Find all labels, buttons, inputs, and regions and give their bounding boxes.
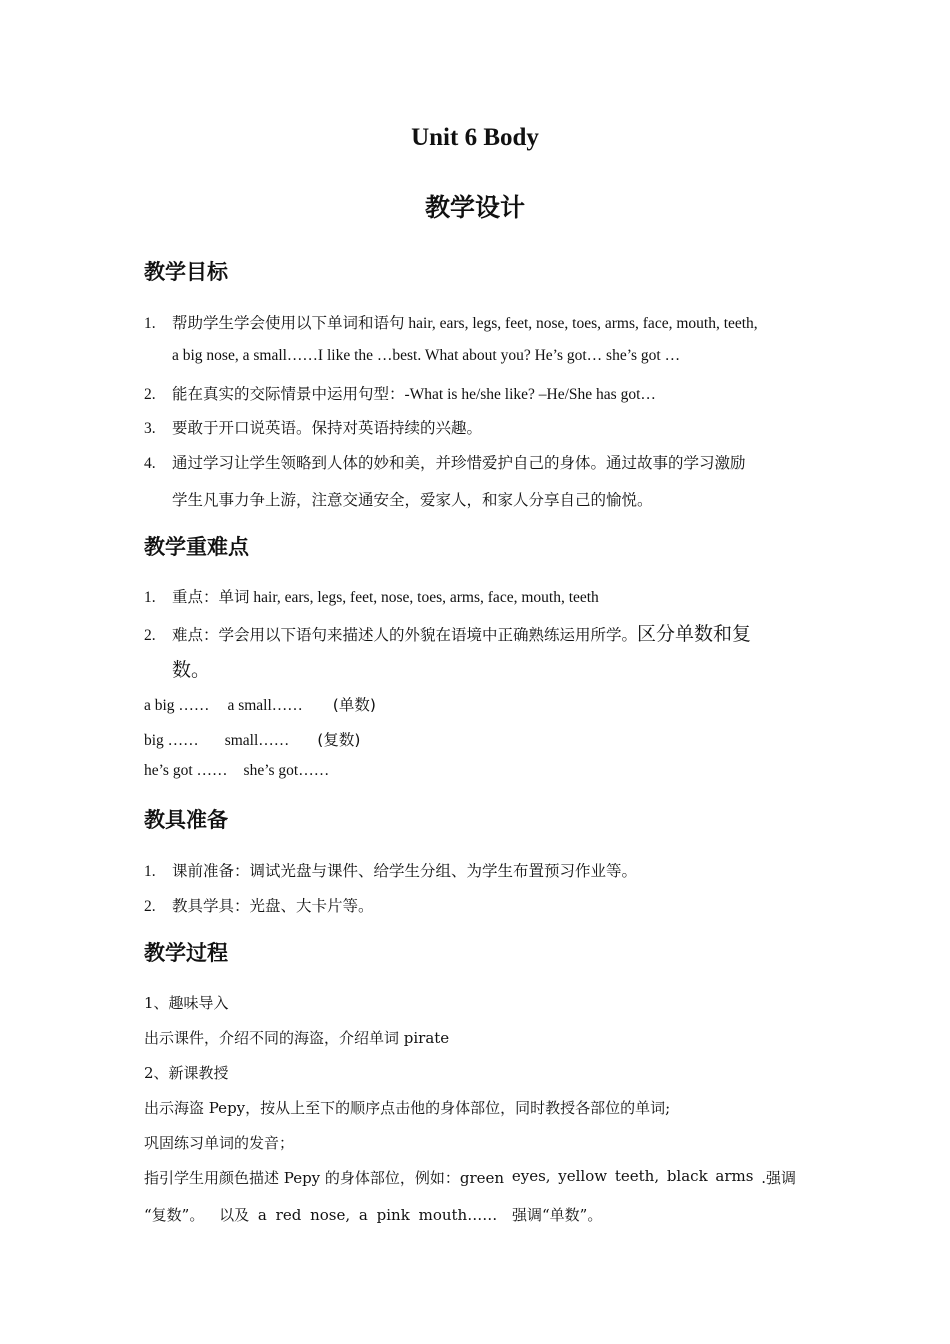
process-step-2-title: 2、新课教授 [144,1064,229,1082]
process-step-2-text-4 [144,1204,814,1225]
example-line-plural [144,728,814,750]
objective-text-cn: 帮助学生学会使用以下单词和语句 [172,314,405,332]
objective-item-1-continuation: a big nose, a small……I like the …best. What about you? He’s got… she’s got … [172,347,681,364]
example-phrase: small…… [224,732,290,749]
word: “复数”。 [144,1206,205,1224]
word: .强调 [761,1169,796,1187]
section-heading-materials: 教具准备 [144,808,228,832]
key-point-item-1 [144,585,814,607]
section-heading-key-points: 教学重难点 [144,535,249,559]
key-point-text-cn-large: 区分单数和复 [637,623,752,645]
example-phrase: he’s got …… [144,762,228,779]
word: black [666,1167,708,1185]
objective-item-4 [144,451,814,473]
objective-item-3 [144,416,814,438]
list-number: 2. [144,627,156,644]
key-point-item-2 [144,619,814,646]
example-label: (复数) [317,731,361,749]
objective-text-cn: 能在真实的交际情景中运用句型： [172,385,405,403]
process-step-2-text-1: 出示海盗 Pepy，按从上至下的顺序点击他的身体部位，同时教授各部位的单词; [144,1099,671,1117]
objective-item-1 [144,311,814,333]
list-number: 2. [144,898,156,915]
objective-text-en: hair, ears, legs, feet, nose, toes, arms, face, mouth, teeth, [404,315,758,332]
materials-text-cn: 课前准备：调试光盘与课件、给学生分组、为学生布置预习作业等。 [172,862,638,880]
materials-item-1 [144,859,814,881]
example-phrase: big …… [144,732,199,749]
example-phrase: she’s got…… [243,762,330,779]
section-heading-objectives: 教学目标 [144,260,228,284]
key-point-text-cn-large: 数。 [172,659,211,681]
key-point-item-2-continuation [172,655,842,682]
example-phrase: a big …… [144,697,210,714]
word: mouth…… [418,1206,498,1224]
example-phrase: a small…… [227,697,303,714]
word: nose, [310,1206,351,1224]
word: pink [376,1206,410,1224]
list-number: 4. [144,455,156,472]
materials-text-cn: 教具学具：光盘、大卡片等。 [172,897,374,915]
word: a [358,1206,368,1224]
word: 强调“单数”。 [511,1206,603,1224]
objective-text-cn: 学生凡事力争上游，注意交通安全，爱家人，和家人分享自己的愉悦。 [172,491,653,509]
section-heading-process: 教学过程 [144,941,228,965]
key-point-text-cn: 难点：学会用以下语句来描述人的外貌在语境中正确熟练运用所学。 [172,626,638,644]
objective-text-en: -What is he/she like? –He/She has got… [404,386,656,403]
process-step-1-text: 出示课件，介绍不同的海盗，介绍单词 pirate [144,1029,450,1047]
word: yellow [558,1167,608,1185]
word: teeth, [614,1167,660,1185]
objective-text-cn: 要敢于开口说英语。保持对英语持续的兴趣。 [172,419,483,437]
word: arms [715,1167,754,1185]
list-number: 1. [144,589,156,606]
word: red [275,1206,302,1224]
objective-item-2 [144,382,814,404]
list-number: 2. [144,386,156,403]
objective-item-4-continuation [172,488,842,510]
key-point-text-en: hair, ears, legs, feet, nose, toes, arms, face, mouth, teeth [249,589,599,606]
document-title-chinese: 教学设计 [424,193,525,222]
key-point-text-cn: 重点：单词 [172,588,250,606]
word: a [257,1206,267,1224]
list-number: 1. [144,315,156,332]
process-step-2-text-3 [144,1167,796,1188]
example-label: (单数) [332,696,376,714]
process-step-1-title: 1、趣味导入 [144,994,229,1012]
process-step-2-text-2: 巩固练习单词的发音； [144,1134,295,1152]
example-line-got [144,762,814,780]
word: eyes, [511,1167,551,1185]
materials-item-2 [144,894,814,916]
word: 指引学生用颜色描述 Pepy 的身体部位，例如：green [144,1169,505,1187]
document-title-english: Unit 6 Body [411,124,539,151]
list-number: 1. [144,863,156,880]
objective-text-cn: 通过学习让学生领略到人体的妙和美，并珍惜爱护自己的身体。通过故事的学习激励 [172,454,746,472]
word: 以及 [219,1206,250,1224]
list-number: 3. [144,420,156,437]
example-line-singular [144,693,814,715]
